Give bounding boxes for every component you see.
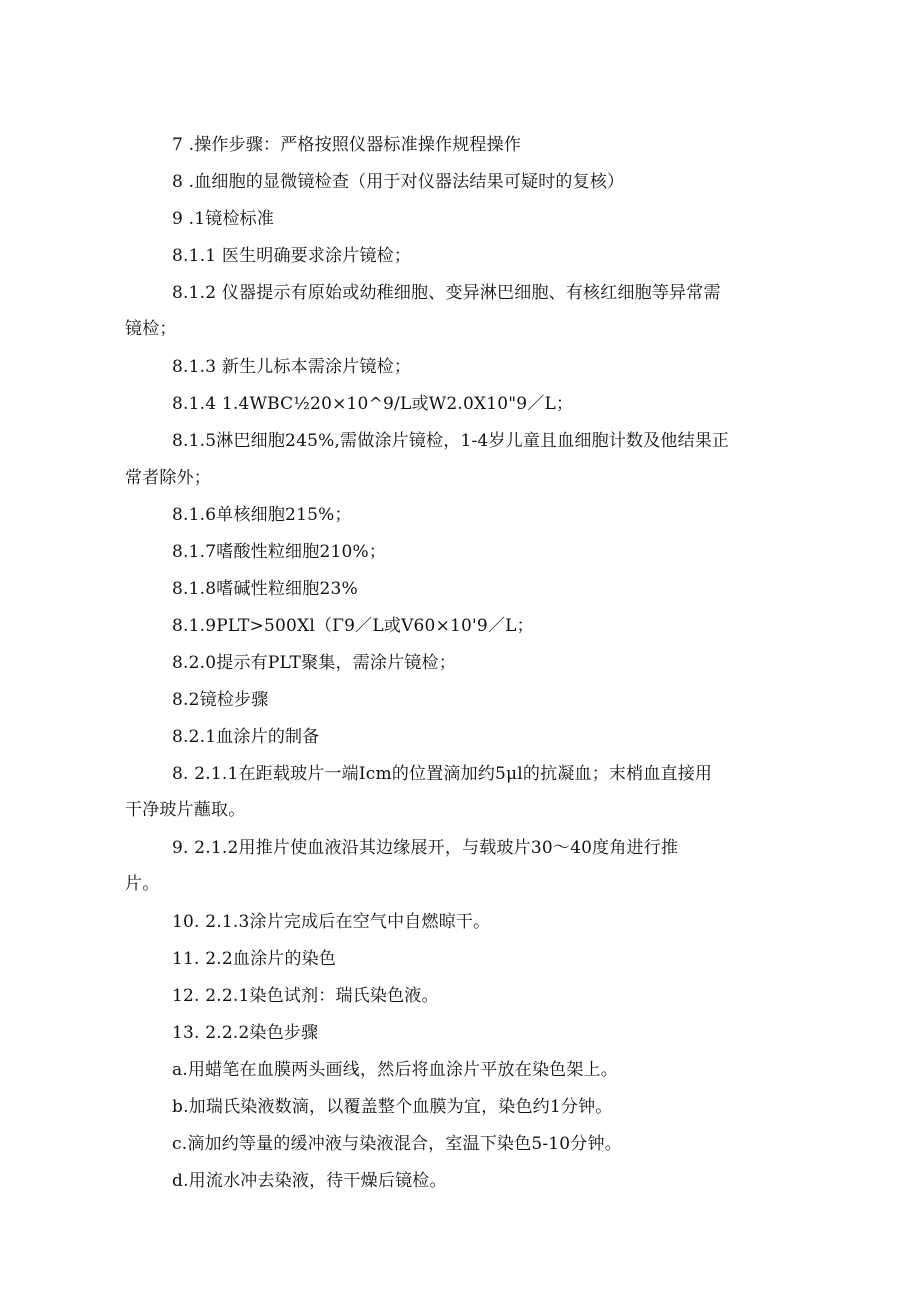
text-line-8-1-3: 8.1.3 新生儿标本需涂片镜检； [172,357,412,377]
text-line-8-1-5: 8.1.5淋巴细胞245%,需做涂片镜检，1-4岁儿童且血细胞计数及他结果正 [172,431,730,451]
text-line-step-7: 7 .操作步骤：严格按照仪器标准操作规程操作 [172,135,522,155]
text-line-2-1-3: 10. 2.1.3涂片完成后在空气中自燃晾干。 [172,912,491,932]
text-line-8-2: 8.2镜检步骤 [172,690,269,710]
text-line-step-b: b.加瑞氏染液数滴，以覆盖整个血膜为宜，染色约1分钟。 [172,1097,613,1117]
text-line-8-1-2-cont: 镜检； [125,319,177,339]
text-line-2-2: 11. 2.2血涂片的染色 [172,949,337,969]
text-line-2-1-1: 8. 2.1.1在距载玻片一端Icm的位置滴加约5μl的抗凝血；末梢血直接用 [172,764,713,784]
text-line-step-d: d.用流水冲去染液，待干燥后镜检。 [172,1171,447,1191]
text-line-8-1-1: 8.1.1 医生明确要求涂片镜检； [172,246,412,266]
text-line-8-1-6: 8.1.6单核细胞215%； [172,505,352,525]
text-line-2-1-1-cont: 干净玻片蘸取。 [125,800,246,820]
text-line-8-2-0: 8.2.0提示有PLT聚集，需涂片镜检； [172,653,456,673]
text-line-8-1-8: 8.1.8嗜碱性粒细胞23% [172,579,358,599]
text-line-8-1-5-cont: 常者除外； [125,468,211,488]
text-line-2-2-2: 13. 2.2.2染色步骤 [172,1023,319,1043]
text-line-step-8: 8 .血细胞的显微镜检查（用于对仪器法结果可疑时的复核） [172,172,625,192]
text-line-8-1-2: 8.1.2 仪器提示有原始或幼稚细胞、变异淋巴细胞、有核红细胞等异常需 [172,283,721,303]
text-line-8-1-4: 8.1.4 1.4WBC½20×10^9/L或W2.0X10"9／L； [172,394,574,414]
text-line-2-1-2-cont: 片。 [125,874,160,894]
text-line-2-2-1: 12. 2.2.1染色试剂：瑞氏染色液。 [172,986,439,1006]
text-line-8-1-7: 8.1.7嗜酸性粒细胞210%； [172,542,387,562]
text-line-step-9-1: 9 .1镜检标准 [172,209,275,229]
text-line-2-1-2: 9. 2.1.2用推片使血液沿其边缘展开，与载玻片30～40度角进行推 [172,838,679,858]
text-line-8-1-9: 8.1.9PLT>500Xl（Γ9／L或V60×10'9／L； [172,616,534,636]
text-line-8-2-1: 8.2.1血涂片的制备 [172,727,320,747]
text-line-step-c: c.滴加约等量的缓冲液与染液混合，室温下染色5-10分钟。 [172,1134,622,1154]
text-line-step-a: a.用蜡笔在血膜两头画线，然后将血涂片平放在染色架上。 [172,1060,618,1080]
